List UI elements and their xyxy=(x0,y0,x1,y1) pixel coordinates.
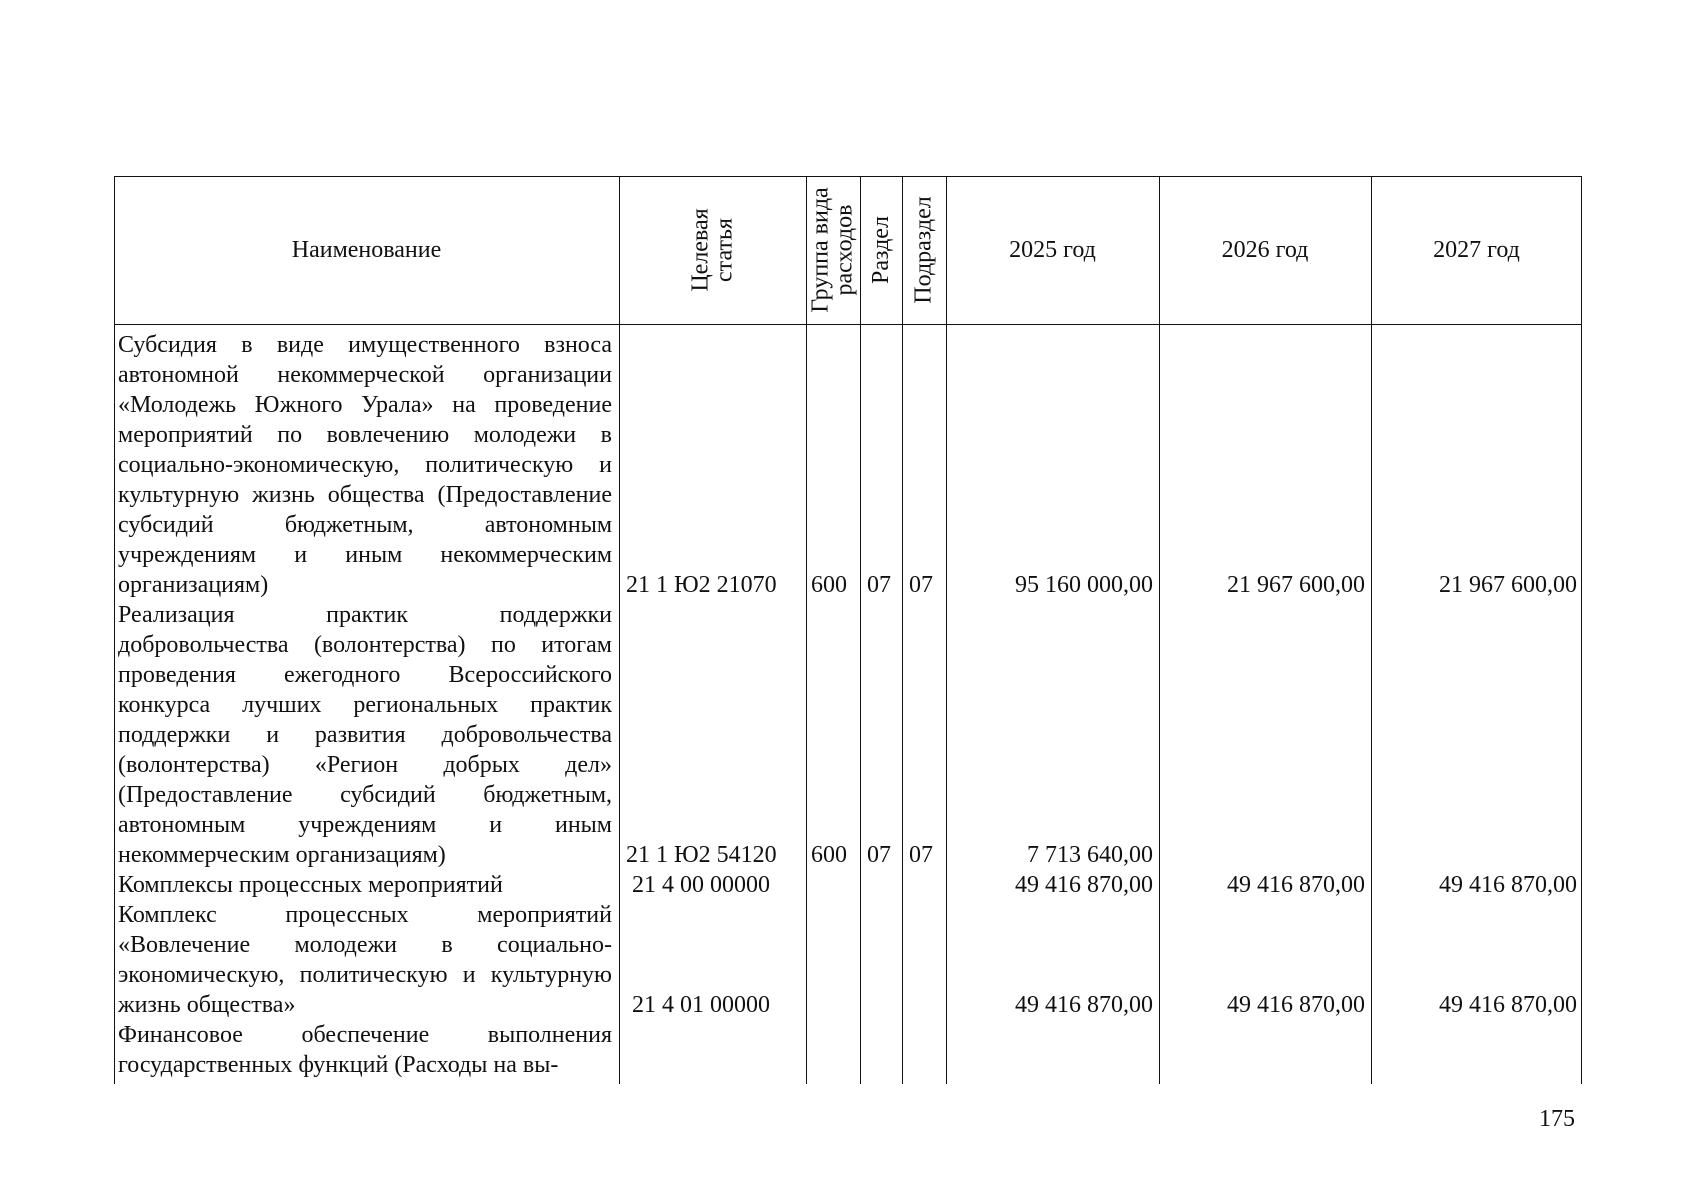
header-group xyxy=(806,176,860,324)
row-3-name: Комплекс процессных мероприятий «Вовлечение молодежи в социально-экономическую, политическую и культурную жизнь общества» xyxy=(118,902,612,1018)
row-0-2027: 21 967 600,00 xyxy=(1439,572,1577,598)
header-subsection xyxy=(902,176,946,324)
header-2025 xyxy=(946,176,1159,324)
row-0-2025: 95 160 000,00 xyxy=(1015,572,1153,598)
row-2-2025: 49 416 870,00 xyxy=(1015,872,1153,898)
header-target-line2: статья xyxy=(711,218,738,282)
row-1-2025: 7 713 640,00 xyxy=(1027,842,1153,868)
header-section-label: Раздел xyxy=(868,216,895,284)
row-1-target: 21 1 Ю2 54120 xyxy=(626,842,777,868)
header-group-line2: расходов xyxy=(832,204,858,296)
row-2-target: 21 4 00 00000 xyxy=(632,872,770,898)
header-2026-label: 2026 год xyxy=(1221,236,1309,263)
row-4-name: Финансовое обеспечение выполнения государственных функций (Расходы на вы- xyxy=(118,1022,612,1078)
row-1-group: 600 xyxy=(811,842,847,868)
row-3-2025: 49 416 870,00 xyxy=(1015,992,1153,1018)
row-0-section: 07 xyxy=(867,572,891,598)
header-2027 xyxy=(1371,176,1582,324)
header-divider xyxy=(114,324,1582,325)
row-0-2026: 21 967 600,00 xyxy=(1227,572,1365,598)
row-0-subsection: 07 xyxy=(909,572,933,598)
row-0-target: 21 1 Ю2 21070 xyxy=(626,572,777,598)
header-target-line1: Целевая xyxy=(687,208,714,292)
page-number: 175 xyxy=(1539,1106,1575,1132)
header-2026 xyxy=(1159,176,1371,324)
header-subsection-label: Подраздел xyxy=(911,196,938,304)
row-0-name: Субсидия в виде имущественного взноса автономной некоммерческой организации «Молодежь Южного Урала» на проведение мероприятий по вовлечению молодежи в социально-экономическую, политическую и культурную жизнь общества (Предоставление субсидий бюджетным, автономным учреждениям и иным некоммерческим организациям) xyxy=(118,332,612,598)
row-2-2026: 49 416 870,00 xyxy=(1227,872,1365,898)
row-2-2027: 49 416 870,00 xyxy=(1439,872,1577,898)
row-0-group: 600 xyxy=(811,572,847,598)
row-3-2026: 49 416 870,00 xyxy=(1227,992,1365,1018)
header-group-line1: Группа вида xyxy=(808,187,834,313)
header-name xyxy=(114,176,619,324)
row-1-subsection: 07 xyxy=(909,842,933,868)
row-1-name: Реализация практик поддержки добровольчества (волонтерства) по итогам проведения ежегодного Всероссийского конкурса лучших региональных практик поддержки и развития добровольчества (волонтерства) «Регион добрых дел» (Предоставление субсидий бюджетным, автономным учреждениям и иным некоммерческим организациям) xyxy=(118,602,612,868)
header-2027-label: 2027 год xyxy=(1433,236,1520,263)
header-name-label: Наименование xyxy=(291,236,442,263)
row-1-section: 07 xyxy=(867,842,891,868)
header-section xyxy=(860,176,902,324)
row-3-2027: 49 416 870,00 xyxy=(1439,992,1577,1018)
header-target xyxy=(619,176,806,324)
row-2-name: Комплексы процессных мероприятий xyxy=(118,872,503,898)
row-3-target: 21 4 01 00000 xyxy=(632,992,770,1018)
header-2025-label: 2025 год xyxy=(1009,236,1096,263)
